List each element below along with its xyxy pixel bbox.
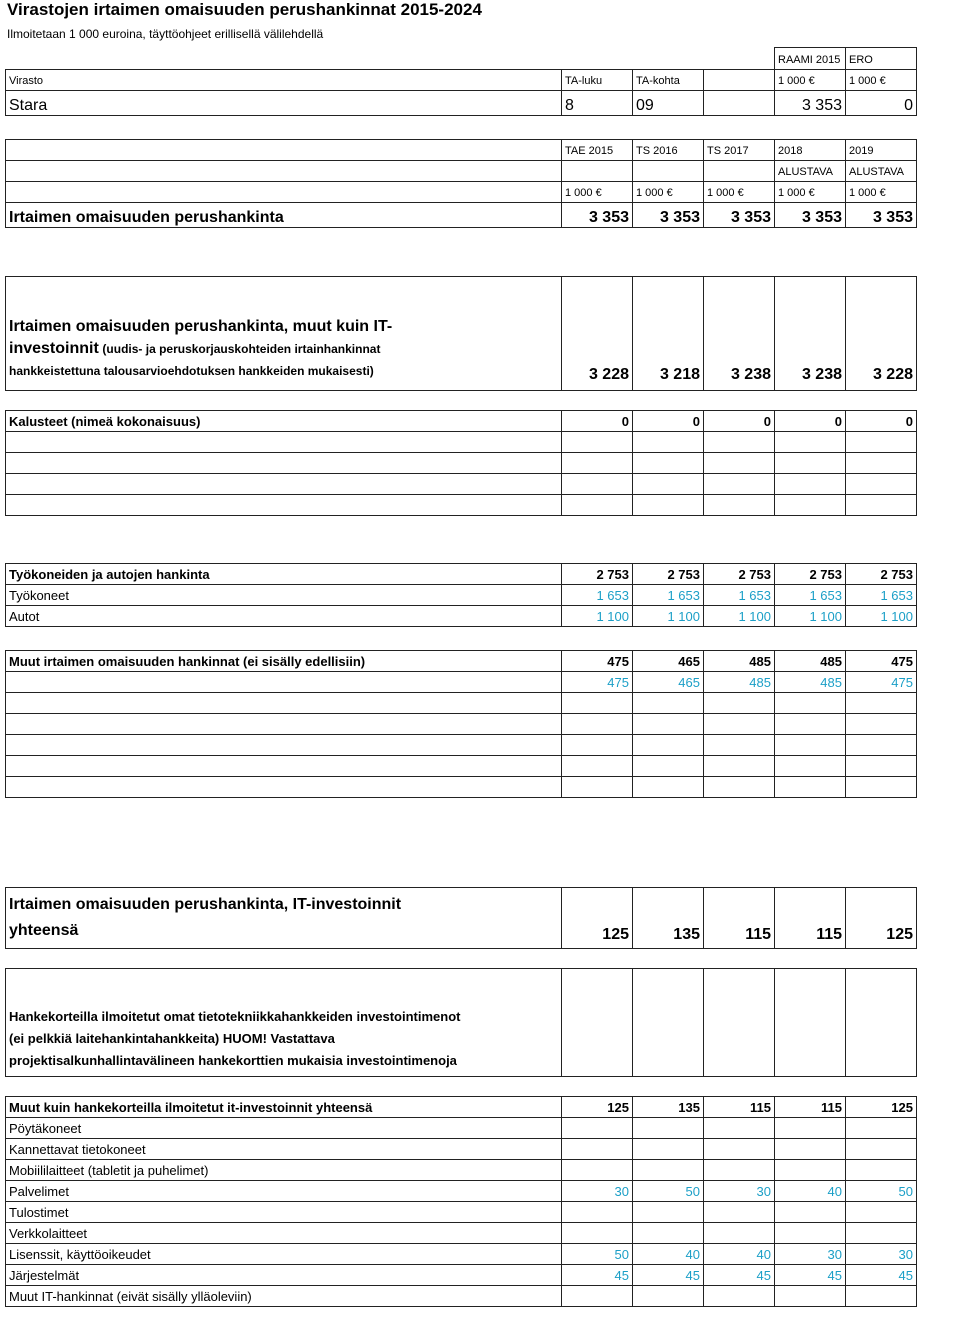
tyokoneet-row-value[interactable]: 1 653 bbox=[846, 585, 917, 606]
muut-it-row-value[interactable] bbox=[846, 1160, 917, 1181]
muut-it-row-label: Lisenssit, käyttöoikeudet bbox=[6, 1244, 562, 1265]
muut-it-row-value[interactable] bbox=[846, 1118, 917, 1139]
muut-irtaimen-sub-value[interactable]: 485 bbox=[775, 672, 846, 693]
kalusteet-value-3: 0 bbox=[704, 411, 775, 432]
muut-it-row-value[interactable]: 40 bbox=[704, 1244, 775, 1265]
unit-label-3: 1 000 € bbox=[704, 182, 775, 203]
table-row bbox=[6, 1223, 917, 1244]
autot-row-value[interactable]: 1 100 bbox=[775, 606, 846, 627]
muut-it-row-value[interactable]: 30 bbox=[775, 1244, 846, 1265]
kalusteet-value-2: 0 bbox=[633, 411, 704, 432]
muut-it-row-value[interactable] bbox=[846, 1202, 917, 1223]
year-header-4: 2018 bbox=[775, 140, 846, 161]
muut-it-value-2: 135 bbox=[633, 1097, 704, 1118]
tyokoneet-label: Työkoneiden ja autojen hankinta bbox=[6, 564, 562, 585]
muut-irtaimen-sub-value[interactable]: 475 bbox=[562, 672, 633, 693]
year-header-1: TAE 2015 bbox=[562, 140, 633, 161]
table-row bbox=[6, 1265, 917, 1286]
muut-kuin-it-value-1: 3 228 bbox=[562, 277, 633, 391]
kalusteet-empty-row-1[interactable] bbox=[6, 432, 917, 453]
muut-it-row-value[interactable] bbox=[846, 1223, 917, 1244]
muut-irtaimen-value-1: 475 bbox=[562, 651, 633, 672]
muut-kuin-it-line2a: investoinnit bbox=[9, 340, 99, 357]
muut-it-row-value[interactable] bbox=[775, 1118, 846, 1139]
muut-it-row-value[interactable]: 50 bbox=[633, 1181, 704, 1202]
table-row bbox=[6, 1286, 917, 1307]
kalusteet-empty-row-2[interactable] bbox=[6, 453, 917, 474]
muut-irtaimen-value-3: 485 bbox=[704, 651, 775, 672]
table-row bbox=[6, 1118, 917, 1139]
muut-it-row-value[interactable] bbox=[562, 1223, 633, 1244]
muut-kuin-it-value-5: 3 228 bbox=[846, 277, 917, 391]
page-title: Virastojen irtaimen omaisuuden perushankinnat 2015-2024 bbox=[7, 0, 482, 19]
muut-it-row-label: Pöytäkoneet bbox=[6, 1118, 562, 1139]
takohta-value[interactable]: 09 bbox=[633, 91, 704, 116]
taluku-value[interactable]: 8 bbox=[562, 91, 633, 116]
tyokoneet-row-value[interactable]: 1 653 bbox=[562, 585, 633, 606]
muut-irtaimen-label: Muut irtaimen omaisuuden hankinnat (ei sisälly edellisiin) bbox=[6, 651, 562, 672]
perushankinta-value-3: 3 353 bbox=[704, 203, 775, 228]
muut-it-table bbox=[5, 1096, 917, 1307]
muut-irtaimen-sub-value[interactable]: 465 bbox=[633, 672, 704, 693]
muut-it-label: Muut kuin hankekorteilla ilmoitetut it-investoinnit yhteensä bbox=[6, 1097, 562, 1118]
taluku-header: TA-luku bbox=[562, 70, 633, 91]
tyokoneet-value-5: 2 753 bbox=[846, 564, 917, 585]
year-header-5: 2019 bbox=[846, 140, 917, 161]
hankekortit-line3: projektisalkunhallintavälineen hankekorttien mukaisia investointimenoja bbox=[9, 1053, 457, 1068]
muut-it-row-value[interactable]: 50 bbox=[562, 1244, 633, 1265]
table-row bbox=[6, 1139, 917, 1160]
table-row bbox=[6, 1181, 917, 1202]
muut-it-row-value[interactable]: 40 bbox=[775, 1181, 846, 1202]
muut-it-row-value[interactable]: 45 bbox=[846, 1265, 917, 1286]
muut-kuin-it-line3: hankkeistettuna talousarvioehdotuksen hankkeiden mukaisesti) bbox=[9, 364, 374, 378]
raami-header: RAAMI 2015 bbox=[775, 48, 846, 70]
muut-it-row-value[interactable] bbox=[704, 1139, 775, 1160]
muut-kuin-it-line2b: (uudis- ja peruskorjauskohteiden irtainhankinnat bbox=[102, 342, 381, 356]
it-investoinnit-value-5: 125 bbox=[846, 888, 917, 949]
muut-it-row-value[interactable] bbox=[633, 1160, 704, 1181]
muut-irtaimen-value-4: 485 bbox=[775, 651, 846, 672]
muut-it-row-value[interactable] bbox=[633, 1202, 704, 1223]
it-investoinnit-table bbox=[5, 887, 917, 949]
kalusteet-empty-row-3[interactable] bbox=[6, 474, 917, 495]
it-investoinnit-value-2: 135 bbox=[633, 888, 704, 949]
it-investoinnit-value-4: 115 bbox=[775, 888, 846, 949]
muut-it-value-1: 125 bbox=[562, 1097, 633, 1118]
it-investoinnit-line1: Irtaimen omaisuuden perushankinta, IT-investoinnit bbox=[9, 896, 402, 913]
it-investoinnit-line2: yhteensä bbox=[9, 922, 79, 939]
muut-it-row-value[interactable] bbox=[633, 1286, 704, 1307]
hankekortit-line2: (ei pelkkiä laitehankintahankkeita) HUOM! Vastattava bbox=[9, 1031, 335, 1046]
raami-unit: 1 000 € bbox=[775, 70, 846, 91]
muut-it-row-value[interactable] bbox=[562, 1286, 633, 1307]
muut-it-row-value[interactable]: 45 bbox=[704, 1265, 775, 1286]
muut-it-row-value[interactable] bbox=[704, 1118, 775, 1139]
muut-irtaimen-empty-row-2[interactable] bbox=[6, 714, 917, 735]
muut-kuin-it-table bbox=[5, 276, 917, 391]
muut-it-row-value[interactable] bbox=[704, 1160, 775, 1181]
tyokoneet-value-1: 2 753 bbox=[562, 564, 633, 585]
kalusteet-empty-row-4[interactable] bbox=[6, 495, 917, 516]
muut-irtaimen-value-5: 475 bbox=[846, 651, 917, 672]
unit-label-2: 1 000 € bbox=[633, 182, 704, 203]
muut-it-row-label: Järjestelmät bbox=[6, 1265, 562, 1286]
muut-kuin-it-line1: Irtaimen omaisuuden perushankinta, muut kuin IT- bbox=[9, 318, 393, 335]
tyokoneet-value-3: 2 753 bbox=[704, 564, 775, 585]
unit-label-5: 1 000 € bbox=[846, 182, 917, 203]
muut-it-row-value[interactable] bbox=[846, 1286, 917, 1307]
muut-it-row-label: Mobiililaitteet (tabletit ja puhelimet) bbox=[6, 1160, 562, 1181]
it-investoinnit-value-1: 125 bbox=[562, 888, 633, 949]
autot-row-label: Autot bbox=[6, 606, 562, 627]
muut-it-row-value[interactable] bbox=[562, 1202, 633, 1223]
muut-it-row-label: Palvelimet bbox=[6, 1181, 562, 1202]
years-table bbox=[5, 139, 917, 228]
muut-it-row-value[interactable]: 30 bbox=[846, 1244, 917, 1265]
muut-it-row-value[interactable] bbox=[775, 1223, 846, 1244]
muut-it-row-value[interactable] bbox=[775, 1202, 846, 1223]
muut-kuin-it-label bbox=[6, 277, 562, 391]
kalusteet-table bbox=[5, 410, 917, 516]
tyokoneet-row-value[interactable]: 1 653 bbox=[775, 585, 846, 606]
table-row bbox=[6, 606, 917, 627]
muut-kuin-it-value-4: 3 238 bbox=[775, 277, 846, 391]
page-subtitle: Ilmoitetaan 1 000 euroina, täyttöohjeet erillisellä välilehdellä bbox=[7, 27, 324, 41]
ero-unit: 1 000 € bbox=[846, 70, 917, 91]
hankekortit-label bbox=[6, 969, 562, 1077]
autot-row-value[interactable]: 1 100 bbox=[704, 606, 775, 627]
muut-it-row-value[interactable] bbox=[633, 1223, 704, 1244]
muut-irtaimen-empty-row-3[interactable] bbox=[6, 735, 917, 756]
tyokoneet-value-2: 2 753 bbox=[633, 564, 704, 585]
muut-irtaimen-sub-value[interactable]: 485 bbox=[704, 672, 775, 693]
muut-it-row-value[interactable]: 50 bbox=[846, 1181, 917, 1202]
tyokoneet-table bbox=[5, 563, 917, 627]
ero-header: ERO bbox=[846, 48, 917, 70]
muut-irtaimen-sub-value[interactable]: 475 bbox=[846, 672, 917, 693]
table-row bbox=[6, 1244, 917, 1265]
autot-row-value[interactable]: 1 100 bbox=[633, 606, 704, 627]
unit-label-4: 1 000 € bbox=[775, 182, 846, 203]
muut-it-row-value[interactable]: 45 bbox=[775, 1265, 846, 1286]
tyokoneet-row-label: Työkoneet bbox=[6, 585, 562, 606]
muut-irtaimen-table bbox=[5, 650, 917, 798]
muut-it-row-value[interactable]: 30 bbox=[562, 1181, 633, 1202]
tyokoneet-row-value[interactable]: 1 653 bbox=[633, 585, 704, 606]
muut-it-row-value[interactable] bbox=[775, 1160, 846, 1181]
takohta-header: TA-kohta bbox=[633, 70, 704, 91]
muut-irtaimen-empty-row-5[interactable] bbox=[6, 777, 917, 798]
tyokoneet-value-4: 2 753 bbox=[775, 564, 846, 585]
muut-it-row-label: Tulostimet bbox=[6, 1202, 562, 1223]
virasto-table bbox=[5, 47, 917, 116]
muut-kuin-it-value-2: 3 218 bbox=[633, 277, 704, 391]
hankekortit-table bbox=[5, 968, 917, 1077]
perushankinta-label: Irtaimen omaisuuden perushankinta bbox=[6, 203, 562, 228]
muut-it-row-value[interactable] bbox=[562, 1118, 633, 1139]
perushankinta-value-2: 3 353 bbox=[633, 203, 704, 228]
kalusteet-value-1: 0 bbox=[562, 411, 633, 432]
muut-it-row-value[interactable] bbox=[704, 1286, 775, 1307]
tyokoneet-row-value[interactable]: 1 653 bbox=[704, 585, 775, 606]
year-header-2: TS 2016 bbox=[633, 140, 704, 161]
hankekortit-line1: Hankekorteilla ilmoitetut omat tietotekniikkahankkeiden investointimenot bbox=[9, 1009, 461, 1024]
raami-value[interactable]: 3 353 bbox=[775, 91, 846, 116]
muut-irtaimen-empty-row-1[interactable] bbox=[6, 693, 917, 714]
virasto-header: Virasto bbox=[6, 70, 562, 91]
muut-it-row-label: Muut IT-hankinnat (eivät sisälly ylläoleviin) bbox=[6, 1286, 562, 1307]
muut-it-row-value[interactable] bbox=[562, 1139, 633, 1160]
alustava-label-5: ALUSTAVA bbox=[846, 161, 917, 182]
muut-it-row-value[interactable]: 45 bbox=[633, 1265, 704, 1286]
it-investoinnit-value-3: 115 bbox=[704, 888, 775, 949]
kalusteet-value-4: 0 bbox=[775, 411, 846, 432]
kalusteet-label: Kalusteet (nimeä kokonaisuus) bbox=[6, 411, 562, 432]
virasto-value[interactable]: Stara bbox=[6, 91, 562, 116]
table-row bbox=[6, 1202, 917, 1223]
muut-it-row-value[interactable]: 30 bbox=[704, 1181, 775, 1202]
muut-it-value-5: 125 bbox=[846, 1097, 917, 1118]
muut-it-row-value[interactable] bbox=[633, 1118, 704, 1139]
autot-row-value[interactable]: 1 100 bbox=[562, 606, 633, 627]
muut-it-row-label: Kannettavat tietokoneet bbox=[6, 1139, 562, 1160]
muut-it-row-value[interactable] bbox=[775, 1286, 846, 1307]
muut-irtaimen-empty-row-4[interactable] bbox=[6, 756, 917, 777]
kalusteet-value-5: 0 bbox=[846, 411, 917, 432]
muut-it-row-value[interactable]: 45 bbox=[562, 1265, 633, 1286]
muut-it-row-label: Verkkolaitteet bbox=[6, 1223, 562, 1244]
muut-it-row-value[interactable] bbox=[704, 1223, 775, 1244]
muut-it-value-4: 115 bbox=[775, 1097, 846, 1118]
muut-kuin-it-value-3: 3 238 bbox=[704, 277, 775, 391]
muut-it-row-value[interactable] bbox=[846, 1139, 917, 1160]
muut-it-row-value[interactable] bbox=[562, 1160, 633, 1181]
alustava-label-4: ALUSTAVA bbox=[775, 161, 846, 182]
table-row bbox=[6, 1160, 917, 1181]
year-header-3: TS 2017 bbox=[704, 140, 775, 161]
table-row bbox=[6, 585, 917, 606]
muut-it-row-value[interactable] bbox=[633, 1139, 704, 1160]
muut-it-value-3: 115 bbox=[704, 1097, 775, 1118]
table-row bbox=[6, 672, 917, 693]
perushankinta-value-5: 3 353 bbox=[846, 203, 917, 228]
autot-row-value[interactable]: 1 100 bbox=[846, 606, 917, 627]
muut-irtaimen-value-2: 465 bbox=[633, 651, 704, 672]
muut-it-row-value[interactable]: 40 bbox=[633, 1244, 704, 1265]
unit-label-1: 1 000 € bbox=[562, 182, 633, 203]
muut-it-row-value[interactable] bbox=[775, 1139, 846, 1160]
perushankinta-value-1: 3 353 bbox=[562, 203, 633, 228]
muut-it-row-value[interactable] bbox=[704, 1202, 775, 1223]
perushankinta-value-4: 3 353 bbox=[775, 203, 846, 228]
it-investoinnit-label bbox=[6, 888, 562, 949]
ero-value: 0 bbox=[846, 91, 917, 116]
